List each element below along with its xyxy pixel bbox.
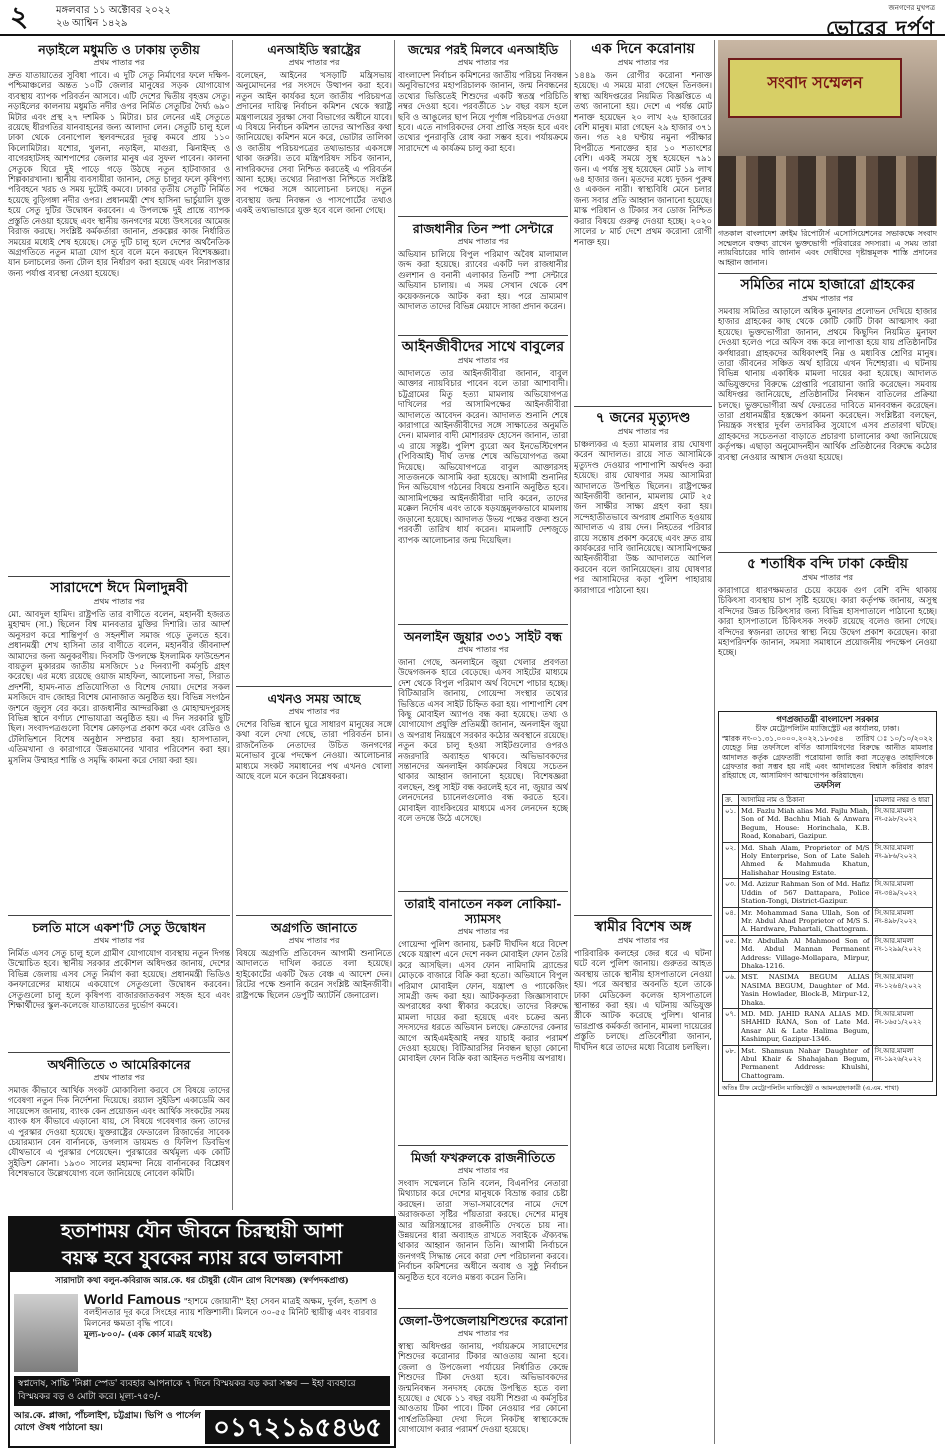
row-case: সি.আর.মামলা নং-১৬৫১/২০২২ xyxy=(872,1008,932,1045)
photo-caption: গতকাল বাংলাদেশ ক্রাইম রিপোর্টার্স এসোসিয়েশনের সভাকক্ষে সংবাদ সম্মেলনে বক্তব্য রাখেন ভুক্তভোগী পরিবারের সদস্যরা। এ সময় তারা ন্যায়বিচারের দাবি জানান এবং দোষীদের দৃষ্টান্তমূলক শাস্তি প্রদানের আহ্বান জানান। xyxy=(718,229,937,267)
article-body: গোয়েন্দা পুলিশ জানায়, চক্রটি দীর্ঘদিন ধরে বিদেশ থেকে যন্ত্রাংশ এনে দেশে নকল মোবাইল ফোন তৈরি করে আসছিল। এসব ফোন নামিদামি ব্র্যান্ডের মোড়কে বাজারে বিক্রি করা হতো। অভিযানে বিপুল পরিমাণ মোবাইল ফোন, যন্ত্রাংশ ও প্যাকেজিং সামগ্রী জব্দ করা হয়। আটককৃতরা জিজ্ঞাসাবাদে অপরাধের কথা স্বীকার করেছে। তাদের বিরুদ্ধে মামলা দায়ের করা হয়েছে এবং চক্রের অন্য সদস্যদের ধরতে অভিযান চলছে। ক্রেতাদের কেনার আগে আইএমইআই নম্বর যাচাই করার পরামর্শ দেওয়া হয়েছে। বিটিআরসির নিবন্ধন ছাড়া কোনো মোবাইল ফোন বিক্রি করা আইনত দণ্ডনীয় অপরাধ। xyxy=(398,939,568,1064)
article-nodaile xyxy=(8,42,230,570)
headline: অনলাইন জুয়ার ৩৩১ সাইট বন্ধ xyxy=(403,629,563,644)
article-bridge xyxy=(8,920,230,1046)
schedule-title: তফসিল xyxy=(814,780,841,791)
logo-name: ভোরের দর্পণ xyxy=(826,16,935,40)
continued-label: প্রথম পাতার পর xyxy=(93,936,145,945)
article-nid-after-birth xyxy=(398,42,568,210)
headline: জন্মের পরই মিলবে এনআইডি xyxy=(407,42,559,57)
row-sl: ০৭. xyxy=(723,1008,739,1045)
article-mirza xyxy=(398,1150,568,1302)
continued-label: প্রথম পাতার পর xyxy=(93,597,145,606)
continued-label: প্রথম পাতার পর xyxy=(457,1329,509,1338)
logo-tagline: জনগণের মুখপত্র xyxy=(888,4,935,12)
continued-label: প্রথম পাতার পর xyxy=(457,1166,509,1175)
column-2 xyxy=(236,40,392,1210)
ad-portrait xyxy=(14,1294,78,1372)
issue-date xyxy=(56,4,171,30)
article-online-gambling xyxy=(398,629,568,885)
article-body: বিষয়ে অগ্রগতি প্রতিবেদন আগামী শুনানিতে আদালতে দাখিল করতে বলা হয়েছে। হাইকোর্টের একটি দ্বৈত বেঞ্চ এ আদেশ দেন। রিটের পক্ষে শুনানি করেন সংশ্লিষ্ট আইনজীবী। রাষ্ট্রপক্ষে ছিলেন ডেপুটি অ্যাটর্নি জেনারেল। xyxy=(236,948,392,1000)
continued-label: প্রথম পাতার পর xyxy=(457,645,509,654)
notice-office: চীফ মেট্রোপলিটন ম্যাজিস্ট্রেট এর কার্যালয়, ঢাকা। xyxy=(755,724,900,734)
ad-footer xyxy=(14,1410,390,1444)
row-case: সি.আর.মামলা নং-১৯২৬/২০২২ xyxy=(872,1045,932,1082)
article-babul xyxy=(398,340,568,618)
notice-authority: গণপ্রজাতন্ত্রী বাংলাদেশ সরকার xyxy=(776,714,879,724)
article-body: কারাগারে ধারণক্ষমতার চেয়ে কয়েক গুণ বেশি বন্দি থাকায় চিকিৎসা ব্যবস্থায় চাপ সৃষ্টি হয়েছে। কারা কর্তৃপক্ষ জানায়, অসুস্থ বন্দিদের উন্নত চিকিৎসার জন্য বিভিন্ন হাসপাতালে পাঠানো হচ্ছে। কারা হাসপাতালে চিকিৎসক সংকট রয়েছে বলেও জানা গেছে। বন্দিদের স্বজনরা তাদের স্বাস্থ্য নিয়ে উদ্বেগ প্রকাশ করেছেন। কারা মহাপরিদর্শক জানান, সমস্যা সমাধানে প্রয়োজনীয় পদক্ষেপ নেওয়া হচ্ছে। xyxy=(718,585,937,658)
row-sl: ০৪. xyxy=(723,907,739,935)
banner-text: সংবাদ সম্মেলন xyxy=(767,73,863,92)
article-body: সমাজ কীভাবে আর্থিক সংকট মোকাবিলা করবে সে বিষয়ে তাদের গবেষণা নতুন দিক নির্দেশনা দিয়েছে। রয়্যাল সুইডিশ একাডেমি অব সায়েন্সেস জানায়, ব্যাংক কেন প্রয়োজন এবং আর্থিক সংকটের সময় ব্যাংক ধস কীভাবে এড়ানো যায়, সে বিষয়ে গবেষণার জন্য তাদের এ পুরস্কার দেওয়া হয়েছে। যুক্তরাষ্ট্রের ফেডারেল রিজার্ভের সাবেক চেয়ারম্যান বেন বার্নানকে, ডগলাস ডায়মন্ড ও ফিলিপ ডিবভিগ যৌথভাবে এ পুরস্কার পেয়েছেন। পুরস্কারের অর্থমূল্য এক কোটি সুইডিশ ক্রোনা। ১৯৩০ সালের মহামন্দা নিয়ে বার্নানকের বিশ্লেষণ বিশেষভাবে উল্লেখযোগ্য বলে জানিয়েছে নোবেল কমিটি। xyxy=(8,1085,230,1179)
page-number: ২ xyxy=(10,0,29,33)
continued-label: প্রথম পাতার পর xyxy=(457,356,509,365)
ad-headline-1: হতাশাময় যৌন জীবনে চিরস্থায়ী আশা xyxy=(61,1220,343,1242)
ad-headlines xyxy=(10,1218,394,1272)
continued-label: প্রথম পাতার পর xyxy=(457,237,509,246)
article-body: নির্মিত এসব সেতু চালু হলে গ্রামীণ যোগাযোগ ব্যবস্থায় নতুন দিগন্ত উন্মোচিত হবে। স্থানীয় সরকার প্রকৌশল অধিদপ্তর জানায়, দেশের বিভিন্ন জেলায় এসব সেতু নির্মাণ করা হয়েছে। প্রধানমন্ত্রী ভিডিও কনফারেন্সের মাধ্যমে একযোগে সেতুগুলো উদ্বোধন করবেন। সেতুগুলো চালু হলে কৃষিপণ্য বাজারজাতকরণ সহজ হবে এবং শিক্ষার্থীদের স্কুল-কলেজে যাতায়াতের দুর্ভোগ কমবে। xyxy=(8,948,230,1011)
row-sl: ০৩. xyxy=(723,879,739,907)
continued-label: প্রথম পাতার পর xyxy=(617,58,669,67)
date-bengali: ২৬ আশ্বিন ১৪২৯ xyxy=(56,18,128,29)
row-name: Mr. Mohammad Sana Ullah, Son of Mr. Abdul Ahad Proprietor of M/S S. A. Hardware, Pahartali, Chattogram. xyxy=(739,907,873,935)
ad-middle xyxy=(10,1290,394,1376)
headline: চলতি মাসে একশ'টি সেতু উদ্বোধন xyxy=(32,920,206,935)
notice-ref: স্মারক নং-০১.৩১.০০০০.২০২২.১৮৩৫৪ xyxy=(722,733,844,743)
headline: অর্থনীতিতে ৩ আমেরিকানের xyxy=(47,1057,191,1072)
article-still-time xyxy=(236,691,392,909)
ad-headline-2: বয়স্ক হবে যুবকের ন্যায় রবে ভালবাসা xyxy=(62,1247,342,1269)
row-case: সি.আর.মামলা নং-৩৪৯/২০২২ xyxy=(872,879,932,907)
schedule-table xyxy=(722,794,933,1083)
headline: রাজধানীর তিন স্পা সেন্টারে xyxy=(412,221,554,236)
press-conference-photo xyxy=(718,40,937,226)
table-row xyxy=(723,935,933,972)
date-gregorian: মঙ্গলবার ১১ অক্টোবর ২০২২ xyxy=(56,5,171,16)
table-row xyxy=(723,879,933,907)
table-row xyxy=(723,806,933,843)
headline: ৫ শতাধিক বন্দি ঢাকা কেন্দ্রীয় xyxy=(747,556,908,572)
col-case: মামলার নম্বর ও ধারা xyxy=(872,794,932,805)
article-body: পারিবারিক কলহের জের ধরে এ ঘটনা ঘটে বলে পুলিশ জানায়। গুরুতর আহত অবস্থায় তাকে স্থানীয় হাসপাতালে নেওয়া হয়। পরে অবস্থার অবনতি হলে তাকে ঢাকা মেডিকেল কলেজ হাসপাতালে স্থানান্তর করা হয়। এ ঘটনায় অভিযুক্ত স্ত্রীকে আটক করেছে পুলিশ। থানার ভারপ্রাপ্ত কর্মকর্তা জানান, মামলা দায়েরের প্রস্তুতি চলছে। প্রতিবেশীরা জানান, দীর্ঘদিন ধরে তাদের মধ্যে বিরোধ চলছিল। xyxy=(574,948,712,1052)
article-body: অভিযান চালিয়ে বিপুল পরিমাণ অবৈধ মালামাল জব্দ করা হয়েছে। র‌্যাবের একটি দল রাজধানীর গুলশান ও বনানী এলাকার তিনটি স্পা সেন্টারে অভিযান চালায়। এ সময় সেখান থেকে বেশ কয়েকজনকে আটক করা হয়। পরে ভ্রাম্যমাণ আদালত তাদের বিভিন্ন মেয়াদে সাজা প্রদান করেন। xyxy=(398,249,568,312)
headline: এখনও সময় আছে xyxy=(267,691,361,706)
headline: অগ্রগতি জানাতে xyxy=(271,920,357,935)
article-body: ১৪৪৯ জন রোগীর করোনা শনাক্ত হয়েছে। এ সময়ে মারা গেছেন তিনজন। স্বাস্থ্য অধিদপ্তরের নিয়মিত বিজ্ঞপ্তিতে এ তথ্য জানানো হয়। দেশে এ পর্যন্ত মোট শনাক্ত হয়েছেন ২০ লাখ ২৬ হাজারের বেশি মানুষ। মারা গেছেন ২৯ হাজার ৩৭১ জন। গত ২৪ ঘণ্টায় নমুনা পরীক্ষার বিপরীতে শনাক্তের হার ১০ শতাংশের বেশি। একই সময়ে সুস্থ হয়েছেন ৭৯১ জন। এ পর্যন্ত সুস্থ হয়েছেন মোট ১৯ লাখ ৬৪ হাজার জন। মৃতদের মধ্যে দুজন পুরুষ ও একজন নারী। স্বাস্থ্যবিধি মেনে চলার জন্য সবার প্রতি আহ্বান জানানো হয়েছে। মাস্ক পরিধান ও টিকার সব ডোজ নিশ্চিত করার বিষয়ে গুরুত্ব দেওয়া হচ্ছে। ২০২০ সালের ৮ মার্চ দেশে প্রথম করোনা রোগী শনাক্ত হয়। xyxy=(574,70,712,247)
article-husband xyxy=(574,920,712,1418)
article-body: চাঞ্চল্যকর এ হত্যা মামলার রায় ঘোষণা করেন আদালত। রায়ে সাত আসামিকে মৃত্যুদণ্ড দেওয়ার পাশাপাশি অর্থদণ্ড করা হয়েছে। রায় ঘোষণার সময় আসামিরা আদালতে উপস্থিত ছিলেন। রাষ্ট্রপক্ষের আইনজীবী জানান, মামলায় মোট ২৫ জন সাক্ষীর সাক্ষ্য গ্রহণ করা হয়। সন্দেহাতীতভাবে অপরাধ প্রমাণিত হওয়ায় আদালত এ রায় দেন। নিহতের পরিবার রায়ে সন্তোষ প্রকাশ করেছে এবং দ্রুত রায় কার্যকরের দাবি জানিয়েছে। আসামিপক্ষের আইনজীবীরা উচ্চ আদালতে আপিল করবেন বলে জানিয়েছেন। রায় ঘোষণার পর আসামিদের কড়া পুলিশ পাহারায় কারাগারে পাঠানো হয়। xyxy=(574,439,712,595)
ad-strip: স্বপ্নদোষ, সাচ্চি 'নিপ্পা স্পেড' ব্যবহার আপনাকে ৭ দিনে বিস্ময়কর বড় করা সম্ভব — ইহা ব্যবহারে বিস্ময়কর বড় ও মোটা করে। মূল্য-৭৫০/- xyxy=(14,1376,390,1406)
continued-label: প্রথম পাতার পর xyxy=(288,58,340,67)
article-fake-nokia xyxy=(398,896,568,1139)
continued-label: প্রথম পাতার পর xyxy=(288,936,340,945)
ad-sub: সারাদাটা কথা বলুন-কবিরাজ আর.কে. ধর চৌধুরী (যৌন রোগ বিশেষজ্ঞ) (স্বর্ণপদকপ্রাপ্ত) xyxy=(55,1275,349,1285)
row-case: সি.আর.মামলা নং-১২৯৯/২০২২ xyxy=(872,935,932,972)
table-row xyxy=(723,907,933,935)
headline: এক দিনে করোনায় xyxy=(591,41,695,57)
article-body: জানা গেছে, অনলাইনে জুয়া খেলার প্রবণতা উদ্বেগজনক হারে বেড়েছে। এসব সাইটের মাধ্যমে দেশ থেকে বিপুল পরিমাণ অর্থ বিদেশে পাচার হচ্ছে। বিটিআরসি জানায়, গোয়েন্দা সংস্থার তথ্যের ভিত্তিতে এসব সাইট চিহ্নিত করা হয়। পাশাপাশি বেশ কিছু মোবাইল অ্যাপও বন্ধ করা হয়েছে। তথ্য ও যোগাযোগ প্রযুক্তি প্রতিমন্ত্রী জানান, অনলাইন জুয়া ও অপরাধ নিয়ন্ত্রণে সরকার কঠোর অবস্থানে রয়েছে। নতুন করে চালু হওয়া সাইটগুলোর ওপরও নজরদারি অব্যাহত থাকবে। অভিভাবকদের সন্তানদের অনলাইন কার্যক্রমের বিষয়ে সচেতন থাকার আহ্বান জানানো হয়েছে। বিশেষজ্ঞরা বলছেন, শুধু সাইট বন্ধ করলেই হবে না, জুয়ার অর্থ লেনদেনের চ্যানেলগুলোও বন্ধ করতে হবে। মোবাইল ব্যাংকিংয়ের মাধ্যমে এসব লেনদেন হচ্ছে বলে তদন্তে উঠে এসেছে। xyxy=(398,657,568,824)
row-name: MST. NASIMA BEGUM ALIAS NASIMA BEGUM, Daughter of Md. Yasin Howlader, Block-B, Mirpur-12, Dhaka. xyxy=(739,972,873,1009)
row-case: সি.আর.মামলা নং-১২৬৪/২০২২ xyxy=(872,972,932,1009)
article-corona-day xyxy=(574,42,712,400)
continued-label: প্রথম পাতার পর xyxy=(93,1073,145,1082)
table-row xyxy=(723,1045,933,1082)
row-case: সি.আর.মামলা নং-৯৮৬/২০২২ xyxy=(872,842,932,879)
row-name: Md. Shah Alam, Proprietor of M/S Holy Enterprise, Son of Late Saleh Ahmed & Mahmuda Khatun, Halishahar Housing Estate. xyxy=(739,842,873,879)
headline: এনআইডি স্বরাষ্ট্রের xyxy=(267,42,361,57)
article-body: সমবায় সমিতির আড়ালে অধিক মুনাফার প্রলোভন দেখিয়ে হাজার হাজার গ্রাহকের কাছ থেকে কোটি কোটি টাকা আত্মসাৎ করা হয়েছে। ভুক্তভোগীরা জানান, প্রথমে কিছুদিন নিয়মিত মুনাফা দেওয়া হলেও পরে অফিস বন্ধ করে লাপাত্তা হয়ে যায় প্রতিষ্ঠানটির কর্ণধাররা। গ্রাহকদের অধিকাংশই নিম্ন ও মধ্যবিত্ত শ্রেণির মানুষ। তারা জীবনের সঞ্চিত অর্থ হারিয়ে এখন দিশেহারা। এ ঘটনায় বিভিন্ন থানায় একাধিক মামলা দায়ের করা হয়েছে। আদালত অভিযুক্তদের বিরুদ্ধে গ্রেপ্তারি পরোয়ানা জারি করেছেন। সমবায় অধিদপ্তর জানিয়েছে, প্রতিষ্ঠানটির নিবন্ধন বাতিলের প্রক্রিয়া চলছে। ভুক্তভোগীরা অর্থ ফেরতের দাবিতে মানববন্ধন করেছেন। তারা প্রধানমন্ত্রীর হস্তক্ষেপ কামনা করেছেন। সংশ্লিষ্টরা বলছেন, নিয়ন্ত্রক সংস্থার দুর্বল তদারকির সুযোগে এসব প্রতারণা ঘটছে। গ্রাহকদের সচেতনতা বাড়াতে প্রচারণা চালানোর কথা জানিয়েছে কর্তৃপক্ষ। এছাড়া অনুমোদনহীন আর্থিক প্রতিষ্ঠানের বিরুদ্ধে কঠোর ব্যবস্থা নেওয়ার আশ্বাস দেওয়া হয়েছে। xyxy=(718,306,937,462)
row-sl: ০৫. xyxy=(723,935,739,972)
article-body: মো. আবদুল হামিদ। রাষ্ট্রপতি তার বাণীতে বলেন, মহানবী হজরত মুহাম্মদ (সা.) ছিলেন বিশ্ব মানবতার মুক্তির দিশারি। তার আদর্শ অনুসরণ করে শান্তিপূর্ণ ও সহনশীল সমাজ গড়ে তুলতে হবে। প্রধানমন্ত্রী শেখ হাসিনা তার বাণীতে বলেন, মহানবীর জীবনাদর্শ আমাদের জন্য অনুকরণীয়। দিবসটি উপলক্ষে ইসলামিক ফাউন্ডেশন বায়তুল মুকাররম জাতীয় মসজিদে ১৫ দিনব্যাপী কর্মসূচি গ্রহণ করেছে। এর মধ্যে রয়েছে ওয়াজ মাহফিল, আলোচনা সভা, সিরাত প্রদর্শনী, হামদ-নাত প্রতিযোগিতা ও বিশেষ দোয়া। দেশের সকল মসজিদে বাদ জোহর বিশেষ মোনাজাত অনুষ্ঠিত হয়। বিভিন্ন সংগঠন জশনে জুলুস বের করে। রাজধানীর আন্দরকিল্লা ও মোহাম্মদপুরসহ বিভিন্ন স্থানে বর্ণাঢ্য শোভাযাত্রা অনুষ্ঠিত হয়। এ দিন সরকারি ছুটি ছিল। সংবাদপত্রগুলো বিশেষ ক্রোড়পত্র প্রকাশ করে এবং রেডিও ও টেলিভিশনে বিশেষ অনুষ্ঠান সম্প্রচার করা হয়। হাসপাতাল, এতিমখানা ও কারাগারে উন্নতমানের খাবার পরিবেশন করা হয়। মুসলিম উম্মাহর শান্তি ও সমৃদ্ধি কামনা করে দোয়া করা হয়। xyxy=(8,609,230,765)
notice-date: তারিখ ঃ ১০/১০/২০২২ xyxy=(855,733,933,743)
table-row xyxy=(723,1008,933,1045)
row-sl: ০২. xyxy=(723,842,739,879)
article-district-corona xyxy=(398,1313,568,1444)
column-4 xyxy=(574,40,712,1444)
headline: স্বামীর বিশেষ অঙ্গ xyxy=(594,919,692,935)
headline: জেলা-উপজেলায়শিশুদের করোনা xyxy=(398,1313,568,1328)
continued-label: প্রথম পাতার পর xyxy=(617,936,669,945)
article-progress xyxy=(236,920,392,1208)
row-name: Md. Fazlu Miah alias Md. Fajlu Miah, Son of Md. Bachhu Miah & Anwara Begum, House: Horinchala, K.B. Road, Konabari, Gazipur. xyxy=(739,806,873,843)
headline: তারাই বানাতেন নকল নোকিয়া-স্যামসং xyxy=(404,896,562,926)
article-economy xyxy=(8,1057,230,1208)
ad-address: আর.কে. প্লাজা, পাঁচলাইশ, চট্টগ্রাম। ভিপি ও পার্সেল যোগে ঔষধ পাঠানো হয়। xyxy=(14,1411,201,1433)
table-row xyxy=(723,842,933,879)
row-sl: ০৬. xyxy=(723,972,739,1009)
col-sl: ক্র. xyxy=(723,794,739,805)
article-body: সংবাদ সম্মেলনে তিনি বলেন, বিএনপির নেতারা মিথ্যাচার করে দেশের মানুষকে বিভ্রান্ত করার চেষ্টা করছেন। তারা সভা-সমাবেশের নামে দেশে অরাজকতা সৃষ্টির পাঁয়তারা করছে। দেশের মানুষ আর অগ্নিসন্ত্রাসের রাজনীতি দেখতে চায় না। উন্নয়নের ধারা অব্যাহত রাখতে সবাইকে ঐক্যবদ্ধ থাকার আহ্বান জানান তিনি। আগামী নির্বাচনে জনগণই সিদ্ধান্ত নেবে কারা দেশ পরিচালনা করবে। নির্বাচন কমিশনের অধীনে অবাধ ও সুষ্ঠু নির্বাচন অনুষ্ঠিত হবে বলেও মন্তব্য করেন তিনি। xyxy=(398,1178,568,1282)
article-prisoners xyxy=(718,557,937,705)
row-name: Mst. Shamsun Nahar Daughter of Abul Khair & Shahajahan Begum, Permanent Address: Khulshi, Chattogram. xyxy=(739,1045,873,1082)
photo-banner xyxy=(728,58,902,118)
article-milad xyxy=(8,581,230,909)
article-spa xyxy=(398,221,568,329)
ad-product: "হাশমে জোয়ানী" ইহা সেবন মাত্রই অক্ষম, দুর্বল, হতাশ ও বলহীনতার দূর করে সিংহের ন্যায় শক্তিশালী। মিলনে ৩০-৫৫ মিনিট স্থায়ীত্ব এবং বারবার মিলনের ক্ষমতা বৃদ্ধি পাবে। xyxy=(84,1297,378,1329)
headline: আইনজীবীদের সাথে বাবুলের xyxy=(401,339,565,355)
headline: নড়াইলে মধুমতি ও ঢাকায় তৃতীয় xyxy=(38,42,200,57)
continued-label: প্রথম পাতার পর xyxy=(457,927,509,936)
ad-phone: ০১৭২১৯৫৪৬৫ xyxy=(205,1410,390,1444)
article-body: স্বাস্থ্য অধিদপ্তর জানায়, পর্যায়ক্রমে সারাদেশের শিশুদের করোনার টিকার আওতায় আনা হবে। জেলা ও উপজেলা পর্যায়ের নির্ধারিত কেন্দ্রে শিশুদের টিকা দেওয়া হবে। অভিভাবকদের জন্মনিবন্ধন সনদসহ কেন্দ্রে উপস্থিত হতে বলা হয়েছে। ৫ থেকে ১১ বছর বয়সী শিশুরা এ কর্মসূচির আওতায় টিকা পাবে। টিকা নেওয়ার পর কোনো পার্শ্বপ্রতিক্রিয়া দেখা দিলে নিকটস্থ স্বাস্থ্যকেন্দ্রে যোগাযোগ করার পরামর্শ দেওয়া হয়েছে। xyxy=(398,1341,568,1435)
continued-label: প্রথম পাতার পর xyxy=(457,58,509,67)
row-case: সি.আর.মামলা নং-৫৯৮/২০২২ xyxy=(872,806,932,843)
article-body: বলেছেন, আইনের খসড়াটি মন্ত্রিসভায় অনুমোদনের পর সংসদে উত্থাপন করা হবে। নতুন আইন কার্যকর হলে জাতীয় পরিচয়পত্র প্রদানের দায়িত্ব নির্বাচন কমিশন থেকে স্বরাষ্ট্র মন্ত্রণালয়ের সুরক্ষা সেবা বিভাগের অধীনে যাবে। এ বিষয়ে নির্বাচন কমিশন তাদের আপত্তির কথা জানিয়েছে। কমিশন মনে করে, ভোটার তালিকা ও জাতীয় পরিচয়পত্রের তথ্যভান্ডার একসঙ্গে থাকা জরুরি। তবে মন্ত্রিপরিষদ সচিব জানান, নাগরিকদের সেবা নিশ্চিত করতেই এ পরিবর্তন আনা হচ্ছে। তথ্যের নিরাপত্তা নিশ্চিতে সংশ্লিষ্ট সব পক্ষের সঙ্গে আলোচনা চলছে। নতুন ব্যবস্থায় জন্ম নিবন্ধন ও পাসপোর্টের তথ্যও একই তথ্যভান্ডারে যুক্ত হবে বলে জানা গেছে। xyxy=(236,70,392,216)
continued-label: প্রথম পাতার পর xyxy=(802,294,853,303)
ad-world-famous: World Famous xyxy=(84,1291,181,1307)
headline: সমিতির নামে হাজারো গ্রাহকের xyxy=(740,277,915,293)
ad-body xyxy=(84,1291,390,1372)
masthead xyxy=(0,0,945,40)
photo-people xyxy=(718,156,937,226)
column-5 xyxy=(718,40,937,1444)
headline: সারাদেশে ঈদে মিলাদুন্নবী xyxy=(50,580,188,596)
ad-price: মূল্য-৮০০/- (এক কোর্স মাত্রই যথেষ্ট) xyxy=(84,1330,213,1340)
article-body: দেশের বিভিন্ন স্থানে ঘুরে সাধারণ মানুষের সঙ্গে কথা বলে দেখা গেছে, তারা পরিবর্তন চান। রাজনৈতিক নেতাদের উচিত জনগণের মনোভাব বুঝে পদক্ষেপ নেওয়া। আলোচনার মাধ্যমে সংকট সমাধানের পথ এখনও খোলা আছে বলে মনে করেন বিশ্লেষকরা। xyxy=(236,719,392,782)
row-name: Mr. Abdullah Al Mahmood Son of Md. Abdul Mannan Permanent Address: Village-Mollapara, Mirpur, Dhaka-1216. xyxy=(739,935,873,972)
col-name: আসামির নাম ও ঠিকানা xyxy=(739,794,873,805)
article-cooperative xyxy=(718,278,937,546)
table-row xyxy=(723,972,933,1009)
article-body: বাংলাদেশ নির্বাচন কমিশনের জাতীয় পরিচয় নিবন্ধন অনুবিভাগের মহাপরিচালক জানান, জন্ম নিবন্ধনের তথ্যের ভিত্তিতেই শিশুদের একটি স্বতন্ত্র পরিচিতি নম্বর দেওয়া হবে। পরবর্তীতে ১৮ বছর বয়স হলে ছবি ও আঙুলের ছাপ নিয়ে পূর্ণাঙ্গ পরিচয়পত্র দেওয়া হবে। এতে নাগরিকদের সেবা প্রাপ্তি সহজ হবে এবং তথ্যের পুনরাবৃত্তি রোধ করা সম্ভব হবে। পর্যায়ক্রমে সারাদেশে এ কার্যক্রম চালু করা হবে। xyxy=(398,70,568,153)
continued-label: প্রথম পাতার পর xyxy=(802,573,853,582)
row-name: MD. MD. JAHID RANA ALIAS MD. SHAHID RANA, Son of Late Md. Ansar Ali & Late Halima Begum, Kashimpur, Gazipur-1346. xyxy=(739,1008,873,1045)
row-name: Md. Azizur Rahman Son of Md. Hafiz Uddin of 567 Dattapara, Police Station-Tongi, District-Gazipur. xyxy=(739,879,873,907)
notice-footer: অতিঃ চীফ মেট্রোপলিটন ম্যাজিস্ট্রেট ও আমলগ্রহণকারী (এ.এম. শাখা) xyxy=(722,1084,899,1093)
continued-label: প্রথম পাতার পর xyxy=(93,58,145,67)
court-notice xyxy=(718,711,937,1096)
continued-label: প্রথম পাতার পর xyxy=(288,707,340,716)
article-body: আদালতে তার আইনজীবীরা জানান, বাবুল আক্তার ন্যায়বিচার পাবেন বলে তারা আশাবাদী। চট্টগ্রামের মিতু হত্যা মামলায় অভিযোগপত্র দাখিলের পর আসামিপক্ষের আইনজীবীরা আদালতে আবেদন করেন। আদালত শুনানি শেষে কারাগারে আইনজীবীদের সঙ্গে সাক্ষাতের অনুমতি দেন। মামলার বাদী মোশাররফ হোসেন জানান, তারা এ রায়ে সন্তুষ্ট। পুলিশ ব্যুরো অব ইনভেস্টিগেশন (পিবিআই) দীর্ঘ তদন্ত শেষে অভিযোগপত্র জমা দিয়েছে। অভিযোগপত্রে বাবুল আক্তারসহ সাতজনকে আসামি করা হয়েছে। আগামী শুনানির দিন অভিযোগ গঠনের বিষয়ে শুনানি অনুষ্ঠিত হবে। আসামিপক্ষের আইনজীবীরা দাবি করেন, তাদের মক্কেল নির্দোষ এবং তাকে ষড়যন্ত্রমূলকভাবে মামলায় জড়ানো হয়েছে। আদালত উভয় পক্ষের বক্তব্য শুনে পরবর্তী তারিখ ধার্য করেন। মামলাটি দেশজুড়ে ব্যাপক আলোচনার জন্ম দিয়েছিল। xyxy=(398,368,568,545)
column-3 xyxy=(398,40,568,1444)
row-case: সি.আর.মামলা নং-৪৯৮/২০২২ xyxy=(872,907,932,935)
column-1 xyxy=(8,40,230,1208)
article-nid xyxy=(236,42,392,680)
continued-label: প্রথম পাতার পর xyxy=(617,427,669,436)
row-sl: ০৮. xyxy=(723,1045,739,1082)
headline: ৭ জনের মৃত্যুদণ্ড xyxy=(595,410,691,426)
advertisement xyxy=(8,1216,396,1448)
headline: মির্জা ফখরুলকে রাজনীতিতে xyxy=(410,1150,556,1165)
article-body: দ্রুত যাতায়াতের সুবিধা পাবে। এ দুটি সেতু নির্মাণের ফলে দক্ষিণ-পশ্চিমাঞ্চলের অন্তত ১০টি জেলার মানুষের সড়ক যোগাযোগ ব্যবস্থায় ব্যাপক পরিবর্তন আসবে। এটি দেশের দ্বিতীয় বৃহত্তম সেতু। নড়াইলের কালনায় মধুমতি নদীর ওপর নির্মিত সেতুটির দৈর্ঘ্য ৬৯০ মিটার এবং প্রস্থ ২৭ দশমিক ১ মিটার। চার লেনের এই সেতুতে রয়েছে ধীরগতির যানবাহনের জন্য আলাদা লেন। সেতুটি চালু হলে ঢাকা থেকে বেনাপোল স্থলবন্দরের দূরত্ব কমবে প্রায় ১১০ কিলোমিটার। যশোর, খুলনা, নড়াইল, মাগুরা, ঝিনাইদহ ও বাগেরহাটসহ আশপাশের জেলার মানুষ এর সুফল পাবেন। কালনা সেতুকে ঘিরে দুই পাড়ে গড়ে উঠছে নতুন হাটবাজার ও শিল্পকারখানা। স্থানীয় ব্যবসায়ীরা জানান, সেতু চালুর ফলে কৃষিপণ্য পরিবহনে খরচ ও সময় দুটোই কমবে। ঢাকার তৃতীয় সেতুটি নির্মিত হয়েছে বুড়িগঙ্গা নদীর ওপর। প্রধানমন্ত্রী শেখ হাসিনা ভার্চুয়ালি যুক্ত হয়ে সেতু দুটির উদ্বোধন করবেন। এ উপলক্ষে দুই প্রান্তে ব্যাপক প্রস্তুতি নেওয়া হয়েছে এবং স্থানীয় জনগণের মধ্যে উৎসবের আমেজ বিরাজ করছে। সংশ্লিষ্ট কর্মকর্তারা জানান, প্রকল্পের কাজ নির্ধারিত সময়ের মধ্যেই শেষ হয়েছে। সেতু দুটি চালু হলে দেশের অর্থনৈতিক অগ্রগতিতে নতুন মাত্রা যোগ হবে বলে মনে করছেন বিশেষজ্ঞরা। যান চলাচলের জন্য টোল হার নির্ধারণ করা হয়েছে এবং নিরাপত্তার জন্য পর্যাপ্ত ব্যবস্থা নেওয়া হয়েছে। xyxy=(8,70,230,278)
notice-intro: যেহেতু নিম্ন তফসিলে বর্ণিত আসামিগণের বিরুদ্ধে আনীত মামলার আদালত কর্তৃক গ্রেফতারী পরোয়ানা জারি করা সত্ত্বেও তাহাদিগকে গ্রেফতার করা সম্ভব হয় নাই এবং আদালতের বিশ্বাস করিবার কারণ রহিয়াছে যে, আসামিগণ আত্মগোপন করিয়াছেন। xyxy=(722,743,933,781)
article-seven-dead xyxy=(574,411,712,909)
row-sl: ০১. xyxy=(723,806,739,843)
